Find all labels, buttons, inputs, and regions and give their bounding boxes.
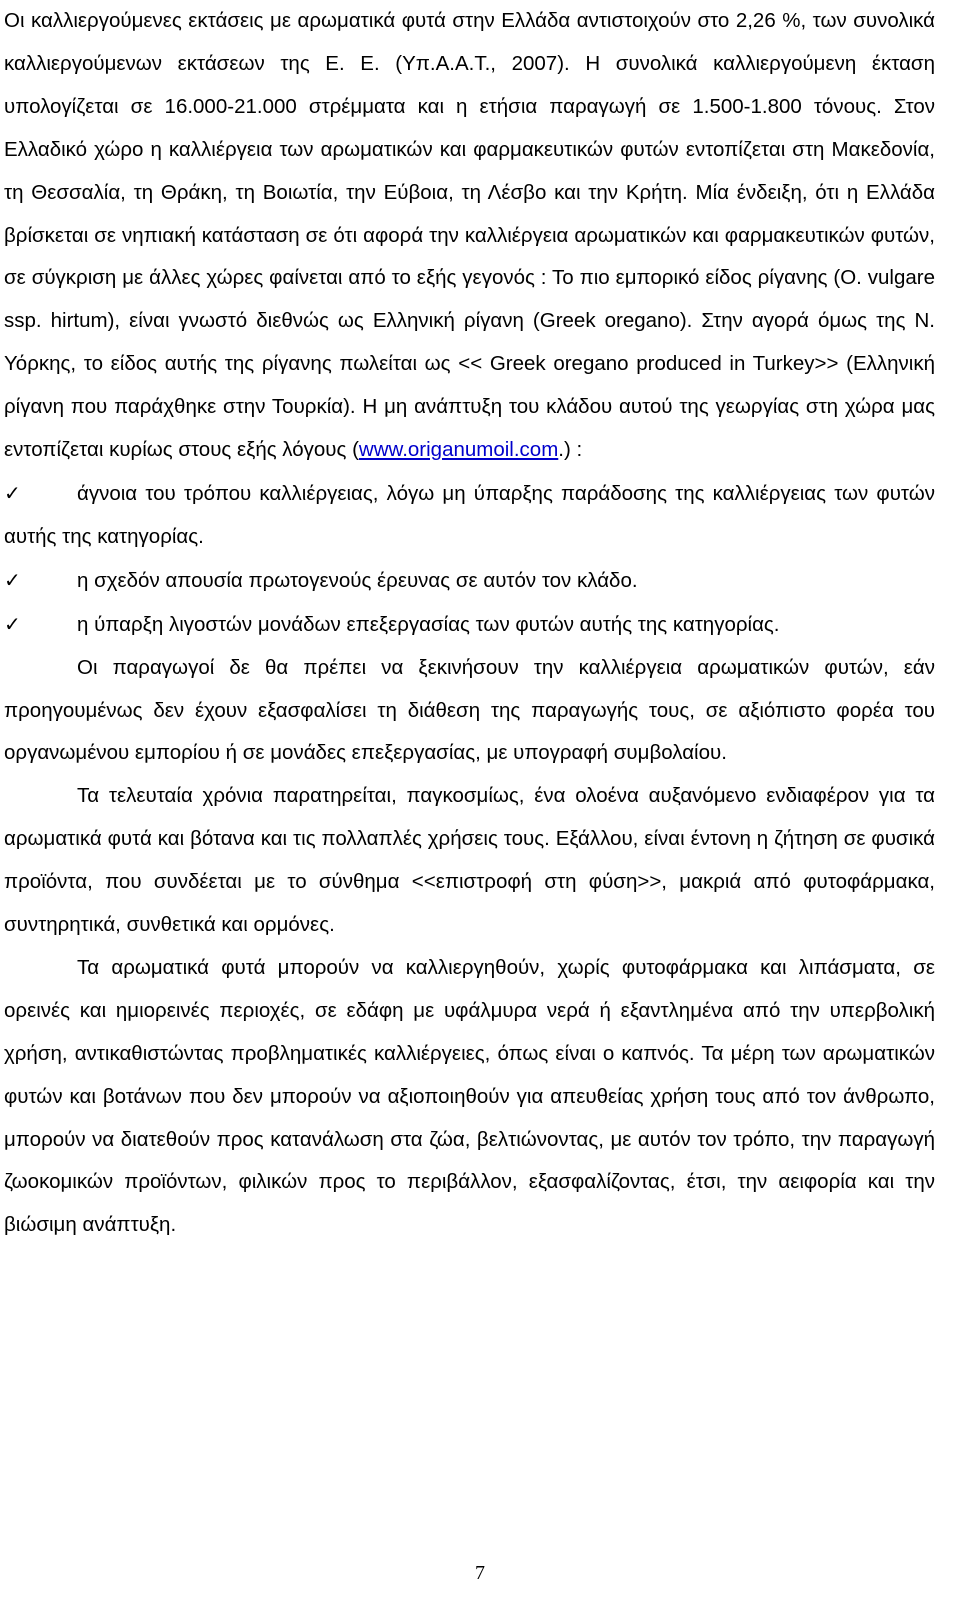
checkmark-icon: ✓ [4, 480, 21, 505]
origanumoil-link[interactable]: www.origanumoil.com [358, 438, 559, 462]
intro-text-end: .) : [558, 438, 583, 462]
bullet-text: η σχεδόν απουσία πρωτογενούς έρευνας σε αυτόν τον κλάδο. [77, 568, 638, 592]
body-paragraph: Τα τελευταία χρόνια παρατηρείται, παγκοσμίως, ένα ολοένα αυξανόμενο ενδιαφέρον για τα αρωματικά φυτά και βότανα και τις πολλαπλές χρήσεις τους. Εξάλλου, είναι έντονη η ζήτηση σε φυσικά προϊόντα, που συνδέεται με το σύνθημα <<επιστροφή στη φύση>>, μακριά από φυτοφάρμακα, συντηρητικά, συνθετικά και ορμόνες. [4, 784, 935, 937]
bullet-item [4, 472, 935, 559]
checkmark-icon: ✓ [4, 611, 21, 636]
bullet-item [4, 603, 935, 647]
bullet-text: άγνοια του τρόπου καλλιέργειας, λόγω μη ύπαρξης παράδοσης της καλλιέργειας των φυτών αυτής της κατηγορίας. [4, 481, 935, 548]
bullet-text: η ύπαρξη λιγοστών μονάδων επεξεργασίας των φυτών αυτής της κατηγορίας. [77, 612, 780, 636]
page-number: 7 [475, 1562, 485, 1584]
intro-paragraph [4, 0, 935, 472]
body-paragraph: Οι παραγωγοί δε θα πρέπει να ξεκινήσουν την καλλιέργεια αρωματικών φυτών, εάν προηγουμένως δεν έχουν εξασφαλίσει τη διάθεση της παραγωγής τους, σε αξιόπιστο φορέα του οργανωμένου εμπορίου ή σε μονάδες επεξεργασίας, με υπογραφή συμβολαίου. [4, 655, 935, 765]
body-paragraph: Τα αρωματικά φυτά μπορούν να καλλιεργηθούν, χωρίς φυτοφάρμακα και λιπάσματα, σε ορεινές και ημιορεινές περιοχές, σε εδάφη με υφάλμυρα νερά ή εξαντλημένα από την υπερβολική χρήση, αντικαθιστώντας προβληματικές καλλιέργειες, όπως είναι ο καπνός. Τα μέρη των αρωματικών φυτών και βοτάνων που δεν μπορούν να αξιοποιηθούν για απευθείας χρήση τους από τον άνθρωπο, μπορούν να διατεθούν προς κατανάλωση στα ζώα, βελτιώνοντας, με αυτόν τον τρόπο, την παραγωγή ζωοκομικών προϊόντων, φιλικών προς το περιβάλλον, εξασφαλίζοντας, έτσι, την αειφορία και την βιώσιμη ανάπτυξη. [4, 955, 935, 1237]
bullet-item [4, 559, 935, 603]
document-body [4, 0, 935, 1247]
intro-text: Οι καλλιεργούμενες εκτάσεις με αρωματικά φυτά στην Ελλάδα αντιστοιχούν στο 2,26 %, των συνολικά καλλιεργούμενων εκτάσεων της Ε. Ε. (Υπ.Α.Α.Τ., 2007). Η συνολικά καλλιεργούμενη έκταση υπολογίζεται σε 16.000-21.000 στρέμματα και η ετήσια παραγωγή σε 1.500-1.800 τόνους. Στον Ελλαδικό χώρο η καλλιέργεια των αρωματικών και φαρμακευτικών φυτών εντοπίζεται στη Μακεδονία, τη Θεσσαλία, τη Θράκη, τη Βοιωτία, την Εύβοια, τη Λέσβο και την Κρήτη. Μία ένδειξη, ότι η Ελλάδα βρίσκεται σε νηπιακή κατάσταση σε ότι αφορά την καλλιέργεια αρωματικών και φαρμακευτικών φυτών, σε σύγκριση με άλλες χώρες φαίνεται από το εξής γεγονός : Το πιο εμπορικό είδος ρίγανης (O. vulgare ssp. hirtum), είναι γνωστό διεθνώς ως Ελληνική ρίγανη (Greek oregano). Στην αγορά όμως της Ν. Υόρκης, το είδος αυτής της ρίγανης πωλείται ως << Greek oregano produced in Turkey>> (Ελληνική ρίγανη που παράχθηκε στην Τουρκία). Η μη ανάπτυξη του κλάδου αυτού της γεωργίας στη χώρα μας εντοπίζεται κυρίως στους εξής λόγους ( [4, 9, 935, 462]
checkmark-icon: ✓ [4, 567, 21, 592]
